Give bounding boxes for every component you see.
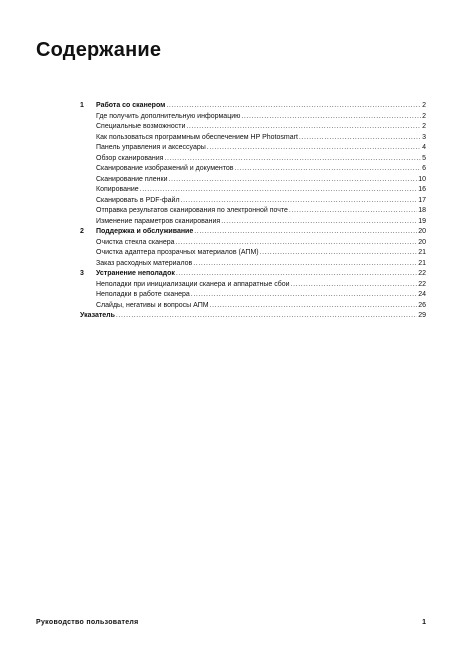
toc-dot-leader [194,227,417,238]
toc-entry-index[interactable] [80,311,426,322]
toc-entry[interactable] [80,185,426,196]
toc-entry[interactable] [80,248,426,259]
toc-page-number: 2 [422,102,426,109]
toc-dot-leader [241,112,421,123]
toc-entry-chapter-1[interactable] [80,101,426,112]
toc-entry-title: Очистка стекла сканера [96,238,175,246]
toc-entry[interactable] [80,133,426,144]
toc-entry-title: Обзор сканирования [96,154,164,162]
toc-dot-leader [164,154,421,165]
toc-dot-leader [166,101,421,112]
toc-page-number: 22 [418,280,426,288]
toc-entry-title: Сканирование пленки [96,175,168,183]
toc-dot-leader [168,175,417,186]
toc-page-number: 2 [422,123,426,130]
toc-page-number: 16 [418,186,426,193]
toc-entry[interactable] [80,206,426,217]
toc-page-number: 17 [418,196,426,204]
toc-entry-title: Неполадки при инициализации сканера и аппаратные сбои [96,280,290,288]
toc-page-number: 26 [418,301,426,309]
toc-page-number: 24 [418,291,426,298]
toc-chapter-number: 2 [80,228,84,235]
toc-page-number: 20 [418,238,426,246]
toc-page-number: 21 [418,249,426,256]
toc-entry[interactable] [80,112,426,123]
toc-page-number: 6 [422,165,426,172]
toc-page-number: 5 [422,154,426,162]
toc-entry[interactable] [80,164,426,175]
toc-dot-leader [291,280,418,291]
toc-entry-title: Устранение неполадок [96,270,175,277]
toc-entry[interactable] [80,196,426,207]
toc-entry-title: Заказ расходных материалов [96,259,193,267]
toc-entry-title: Как пользоваться программным обеспечением HP Photosmart [96,133,298,141]
toc-dot-leader [207,143,421,154]
toc-dot-leader [176,269,417,280]
toc-dot-leader [299,133,421,144]
toc-entry[interactable] [80,301,426,312]
toc-dot-leader [260,248,418,259]
footer-page-number: 1 [422,619,426,626]
toc-entry-title: Поддержка и обслуживание [96,228,194,235]
toc-page-number: 29 [418,312,426,319]
footer-document-name: Руководство пользователя [36,619,139,626]
toc-entry-title: Неполадки в работе сканера [96,291,190,298]
toc-entry[interactable] [80,122,426,133]
toc-page-number: 4 [422,144,426,151]
toc-dot-leader [186,122,421,133]
toc-entry-title: Специальные возможности [96,123,186,130]
toc-chapter-number: 1 [80,102,84,109]
toc-entry[interactable] [80,175,426,186]
toc-entry[interactable] [80,280,426,291]
toc-entry-title: Очистка адаптера прозрачных материалов (АПМ) [96,249,259,256]
toc-entry-title: Слайды, негативы и вопросы АПМ [96,301,209,309]
toc-page-number: 2 [422,112,426,120]
toc-page-number: 20 [418,228,426,235]
table-of-contents [80,101,426,322]
toc-dot-leader [191,290,417,301]
page-title: Содержание [36,39,162,61]
toc-page-number: 10 [418,175,426,183]
toc-page-number: 3 [422,133,426,141]
toc-page-number: 19 [418,217,426,225]
toc-entry[interactable] [80,154,426,165]
toc-entry[interactable] [80,238,426,249]
toc-dot-leader [140,185,418,196]
toc-chapter-number: 3 [80,270,84,277]
toc-entry[interactable] [80,217,426,228]
toc-entry-title: Указатель [80,312,115,319]
toc-entry[interactable] [80,259,426,270]
toc-page-number: 22 [418,270,426,277]
toc-entry-title: Работа со сканером [96,102,166,109]
toc-entry-chapter-2[interactable] [80,227,426,238]
toc-dot-leader [235,164,422,175]
toc-dot-leader [289,206,417,217]
toc-entry-title: Изменение параметров сканирования [96,217,221,225]
toc-dot-leader [193,259,417,270]
toc-dot-leader [210,301,418,312]
toc-entry[interactable] [80,143,426,154]
toc-entry-title: Отправка результатов сканирования по электронной почте [96,207,288,214]
toc-entry[interactable] [80,290,426,301]
toc-dot-leader [116,311,417,322]
toc-dot-leader [221,217,417,228]
toc-page-number: 21 [418,259,426,267]
toc-entry-title: Сканировать в PDF-файл [96,196,180,204]
toc-entry-title: Где получить дополнительную информацию [96,112,241,120]
toc-dot-leader [181,196,418,207]
toc-page-number: 18 [418,207,426,214]
toc-dot-leader [176,238,418,249]
toc-entry-chapter-3[interactable] [80,269,426,280]
toc-entry-title: Панель управления и аксессуары [96,144,206,151]
toc-entry-title: Копирование [96,186,139,193]
toc-entry-title: Сканирование изображений и документов [96,165,234,172]
